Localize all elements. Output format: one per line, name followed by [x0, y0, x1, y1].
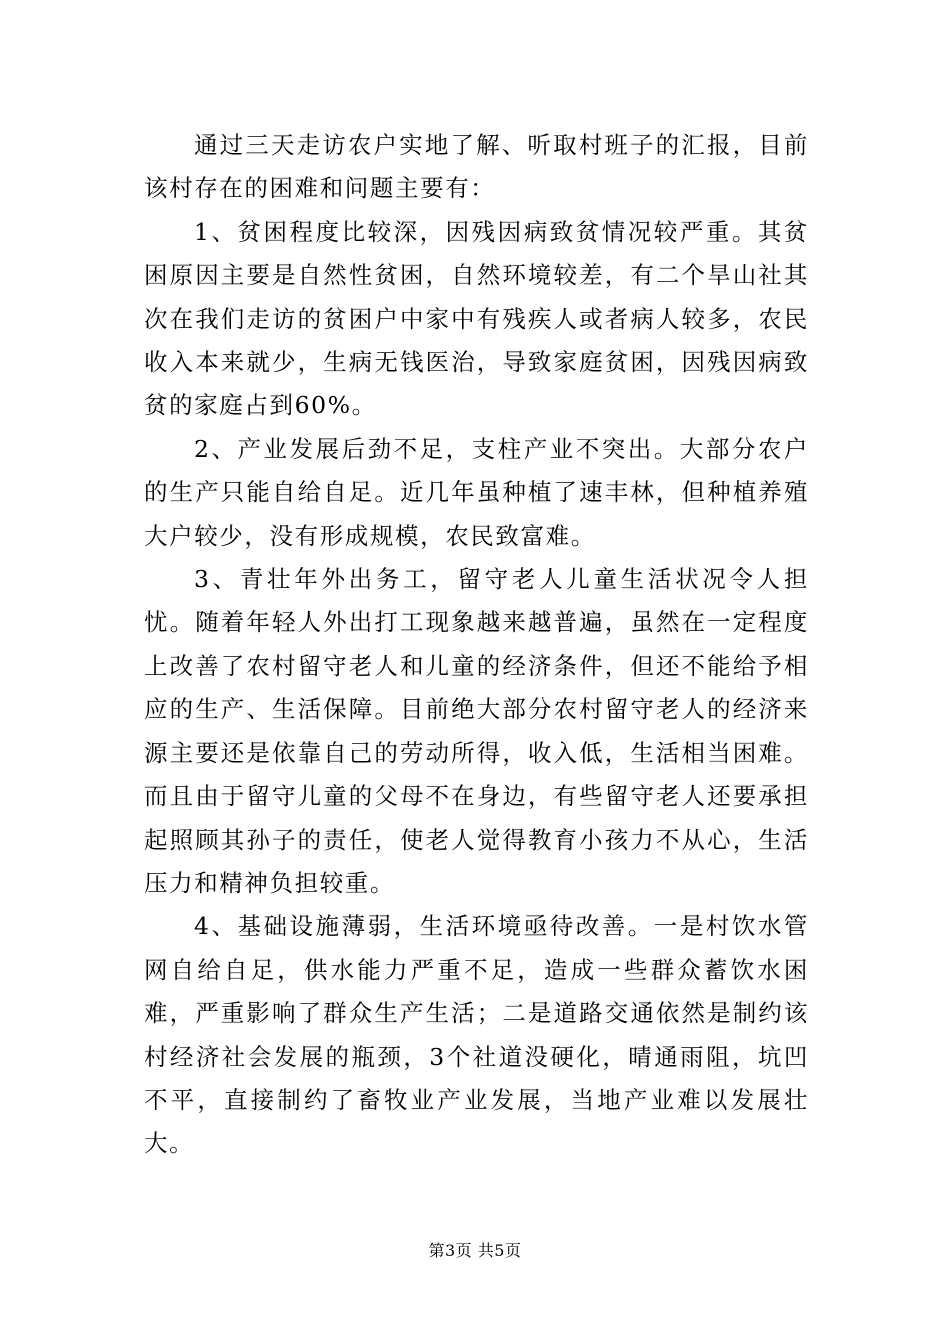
paragraph-item-4: 4、基础设施薄弱，生活环境亟待改善。一是村饮水管网自给自足，供水能力严重不足，造成一些群众蓄饮水困难，严重影响了群众生产生活；二是道路交通依然是制约该村经济社会发展的瓶颈，3个社道没硬化，晴通雨阻，坑凹不平，直接制约了畜牧业产业发展，当地产业难以发展壮大。: [144, 912, 809, 1158]
paragraph-item-3: 3、青壮年外出务工，留守老人儿童生活状况令人担忧。随着年轻人外出打工现象越来越普遍，虽然在一定程度上改善了农村留守老人和儿童的经济条件，但还不能给予相应的生产、生活保障。目前绝大部分农村留守老人的经济来源主要还是依靠自己的劳动所得，收入低，生活相当困难。而且由于留守儿童的父母不在身边，有些留守老人还要承担起照顾其孙子的责任，使老人觉得教育小孩力不从心，生活压力和精神负担较重。: [144, 565, 809, 897]
page-number-footer: 第3页 共5页: [428, 1241, 522, 1260]
paragraph-item-2: 2、产业发展后劲不足，支柱产业不突出。大部分农户的生产只能自给自足。近几年虽种植了速丰林，但种植养殖大户较少，没有形成规模，农民致富难。: [144, 434, 809, 550]
paragraph-item-1: 1、贫困程度比较深，因残因病致贫情况较严重。其贫困原因主要是自然性贫困，自然环境较差，有二个旱山社其次在我们走访的贫困户中家中有残疾人或者病人较多，农民收入本来就少，生病无钱医治，导致家庭贫困，因残因病致贫的家庭占到60%。: [144, 217, 809, 420]
paragraph-intro: 通过三天走访农户实地了解、听取村班子的汇报，目前该村存在的困难和问题主要有：: [144, 131, 809, 203]
document-body: [144, 124, 809, 1166]
